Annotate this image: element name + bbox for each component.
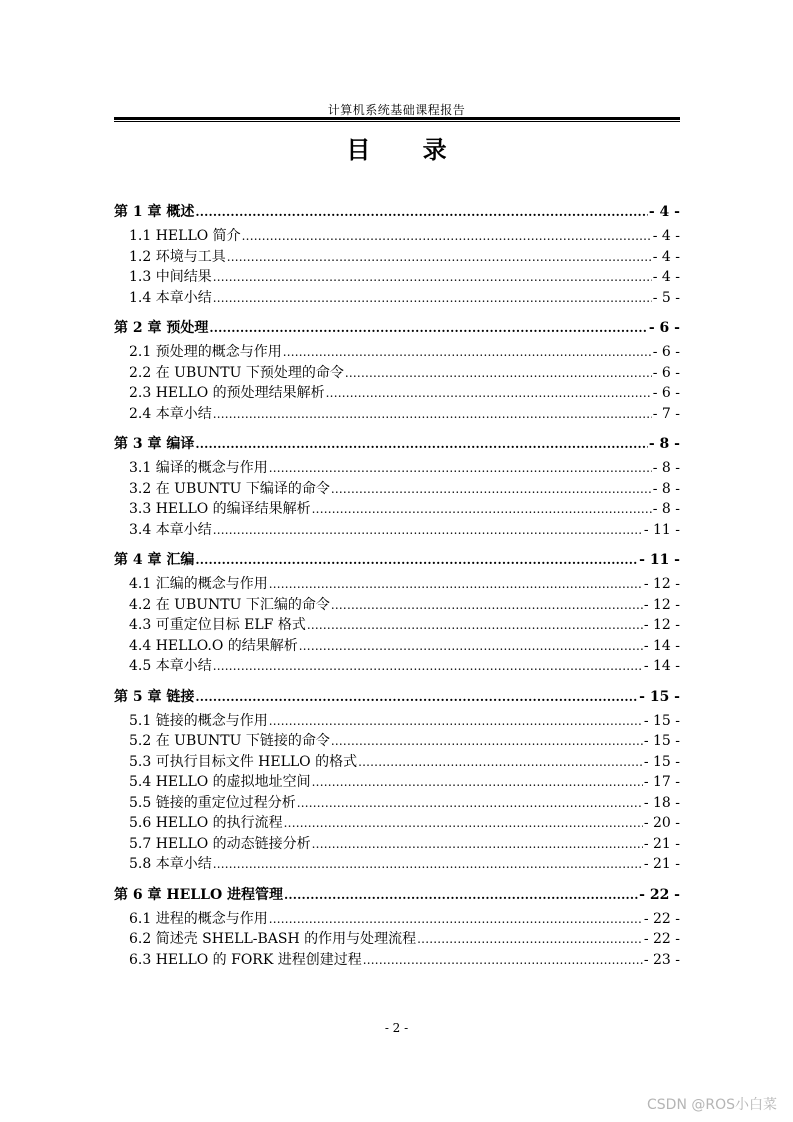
toc-dot-leader xyxy=(213,854,643,875)
toc-dot-leader xyxy=(195,546,638,574)
watermark: CSDN @ROS小白菜 xyxy=(647,1097,777,1113)
toc-section-entry[interactable] xyxy=(114,342,680,363)
page-number: - 2 - xyxy=(384,1021,409,1035)
toc-entry-page: - 21 - xyxy=(643,835,680,852)
toc-entry-label: 5.4 HELLO 的虚拟地址空间 xyxy=(129,774,311,790)
toc-section-entry[interactable] xyxy=(114,854,680,875)
toc-entry-label: 1.4 本章小结 xyxy=(129,289,212,306)
toc-entry-label: 4.3 可重定位目标 ELF 格式 xyxy=(129,617,306,633)
toc-entry-page: - 4 - xyxy=(652,228,680,244)
toc-entry-page: - 12 - xyxy=(643,576,680,592)
toc-dot-leader xyxy=(345,363,652,384)
toc-entry-label: 2.2 在 UBUNTU 下预处理的命令 xyxy=(129,364,344,381)
toc-entry-page: - 8 - xyxy=(652,460,680,476)
toc-dot-leader xyxy=(417,929,643,950)
toc-dot-leader xyxy=(195,198,648,226)
toc-title: 目 录 xyxy=(346,135,469,164)
toc-entry-label: 4.1 汇编的概念与作用 xyxy=(129,576,268,592)
toc-dot-leader xyxy=(195,430,648,458)
toc-entry-page: - 22 - xyxy=(639,886,680,903)
toc-entry-label: 2.4 本章小结 xyxy=(129,405,212,422)
toc-dot-leader xyxy=(299,636,643,657)
toc-entry-page: - 6 - xyxy=(648,320,680,336)
toc-section-entry[interactable] xyxy=(114,950,680,971)
toc-section-entry[interactable] xyxy=(114,711,680,732)
toc-entry-label: 5.6 HELLO 的执行流程 xyxy=(129,815,283,831)
toc-section-entry[interactable] xyxy=(114,834,680,855)
running-header: 计算机系统基础课程报告 xyxy=(327,103,466,117)
toc-entry-page: - 12 - xyxy=(643,617,680,633)
toc-entry-page: - 11 - xyxy=(643,521,680,538)
toc-section-entry[interactable] xyxy=(114,656,680,677)
toc-dot-leader xyxy=(227,247,652,268)
toc-entry-label: 第 4 章 汇编 xyxy=(114,552,195,568)
toc-entry-label: 4.5 本章小结 xyxy=(129,658,212,674)
toc-dot-leader xyxy=(307,615,643,636)
toc-dot-leader xyxy=(269,909,643,930)
toc-dot-leader xyxy=(297,793,643,814)
toc-dot-leader xyxy=(326,383,652,404)
toc-dot-leader xyxy=(331,479,652,500)
toc-dot-leader xyxy=(312,834,643,855)
toc-dot-leader xyxy=(331,595,643,616)
toc-dot-leader xyxy=(284,881,638,909)
toc-entry-page: - 22 - xyxy=(643,910,680,927)
toc-section-entry[interactable] xyxy=(114,520,680,541)
toc-chapter-entry[interactable] xyxy=(114,546,680,574)
header-rule-thick xyxy=(114,117,680,120)
toc-entry-page: - 14 - xyxy=(643,637,680,654)
toc-entry-label: 第 5 章 链接 xyxy=(114,688,195,705)
toc-dot-leader xyxy=(242,226,652,247)
toc-chapter-entry[interactable] xyxy=(114,430,680,458)
toc-entry-label: 6.2 简述壳 SHELL-BASH 的作用与处理流程 xyxy=(129,931,417,947)
toc-entry-page: - 4 - xyxy=(652,248,680,265)
toc-entry-page: - 12 - xyxy=(643,596,680,613)
toc-entry-label: 4.2 在 UBUNTU 下汇编的命令 xyxy=(129,596,330,613)
toc-entry-page: - 8 - xyxy=(652,501,680,517)
toc-section-entry[interactable] xyxy=(114,574,680,595)
toc-entry-page: - 8 - xyxy=(648,436,680,452)
toc-entry-page: - 7 - xyxy=(652,405,680,422)
toc-entry-page: - 20 - xyxy=(643,815,680,831)
toc-entry-label: 3.2 在 UBUNTU 下编译的命令 xyxy=(129,480,330,497)
toc-dot-leader xyxy=(209,314,648,342)
toc-dot-leader xyxy=(213,267,652,288)
toc-section-entry[interactable] xyxy=(114,793,680,814)
toc-section-entry[interactable] xyxy=(114,267,680,288)
toc-entry-label: 1.3 中间结果 xyxy=(129,269,212,285)
toc-entry-page: - 6 - xyxy=(652,364,680,381)
toc-entry-page: - 6 - xyxy=(652,385,680,401)
toc-entry-page: - 15 - xyxy=(643,712,680,729)
toc-entry-label: 第 1 章 概述 xyxy=(114,204,195,220)
toc-dot-leader xyxy=(213,656,643,677)
toc-entry-page: - 11 - xyxy=(639,552,680,568)
toc-entry-page: - 17 - xyxy=(643,774,680,790)
toc-entry-label: 5.7 HELLO 的动态链接分析 xyxy=(129,835,311,852)
toc-entry-page: - 22 - xyxy=(643,931,680,947)
toc-chapter-entry[interactable] xyxy=(114,198,680,226)
toc-dot-leader xyxy=(312,772,643,793)
toc-entry-label: 3.4 本章小结 xyxy=(129,521,212,538)
toc-entry-label: 1.2 环境与工具 xyxy=(129,248,226,265)
toc-dot-leader xyxy=(213,520,643,541)
toc-section-entry[interactable] xyxy=(114,226,680,247)
toc-section-entry[interactable] xyxy=(114,731,680,752)
toc-entry-label: 2.1 预处理的概念与作用 xyxy=(129,344,282,360)
toc-section-entry[interactable] xyxy=(114,813,680,834)
toc-section-entry[interactable] xyxy=(114,499,680,520)
toc-dot-leader xyxy=(358,752,643,773)
toc-chapter-entry[interactable] xyxy=(114,314,680,342)
toc-entry-page: - 6 - xyxy=(652,344,680,360)
toc-dot-leader xyxy=(213,288,652,309)
toc-entry-label: 5.2 在 UBUNTU 下链接的命令 xyxy=(129,733,330,749)
toc-entry-label: 2.3 HELLO 的预处理结果解析 xyxy=(129,385,325,401)
toc-dot-leader xyxy=(269,574,643,595)
toc-entry-label: 1.1 HELLO 简介 xyxy=(129,228,241,244)
toc-entry-label: 5.5 链接的重定位过程分析 xyxy=(129,794,296,811)
toc-section-entry[interactable] xyxy=(114,458,680,479)
toc-entry-label: 6.3 HELLO 的 FORK 进程创建过程 xyxy=(129,951,362,968)
toc-entry-label: 第 2 章 预处理 xyxy=(114,320,209,336)
toc-dot-leader xyxy=(269,458,652,479)
toc-entry-page: - 23 - xyxy=(643,951,680,968)
toc-chapter-entry[interactable] xyxy=(114,881,680,909)
toc-dot-leader xyxy=(269,711,643,732)
toc-entry-page: - 15 - xyxy=(643,753,680,770)
toc-section-entry[interactable] xyxy=(114,383,680,404)
toc-chapter-entry[interactable] xyxy=(114,683,680,711)
toc-section-entry[interactable] xyxy=(114,909,680,930)
toc-section-entry[interactable] xyxy=(114,288,680,309)
toc-entry-label: 3.3 HELLO 的编译结果解析 xyxy=(129,501,311,517)
toc-section-entry[interactable] xyxy=(114,636,680,657)
toc-entry-label: 4.4 HELLO.O 的结果解析 xyxy=(129,637,298,654)
toc-entry-page: - 15 - xyxy=(643,733,680,749)
toc-section-entry[interactable] xyxy=(114,752,680,773)
toc-dot-leader xyxy=(312,499,652,520)
toc-section-entry[interactable] xyxy=(114,404,680,425)
toc-dot-leader xyxy=(283,342,652,363)
toc-entry-page: - 15 - xyxy=(639,688,680,705)
toc-entry-label: 第 3 章 编译 xyxy=(114,436,195,452)
toc-entry-page: - 4 - xyxy=(648,204,680,220)
toc-entry-label: 6.1 进程的概念与作用 xyxy=(129,910,268,927)
toc-section-entry[interactable] xyxy=(114,595,680,616)
toc-dot-leader xyxy=(213,404,652,425)
header-rule-thin xyxy=(114,121,680,122)
toc-dot-leader xyxy=(331,731,643,752)
toc-entry-label: 第 6 章 HELLO 进程管理 xyxy=(114,886,284,903)
toc-entry-page: - 14 - xyxy=(643,658,680,674)
toc-dot-leader xyxy=(284,813,643,834)
toc-section-entry[interactable] xyxy=(114,247,680,268)
toc-entry-label: 5.3 可执行目标文件 HELLO 的格式 xyxy=(129,753,358,770)
toc-section-entry[interactable] xyxy=(114,479,680,500)
toc-entry-page: - 21 - xyxy=(643,856,680,872)
table-of-contents xyxy=(114,198,680,970)
toc-entry-page: - 8 - xyxy=(652,480,680,497)
toc-dot-leader xyxy=(195,683,638,711)
toc-entry-page: - 18 - xyxy=(643,794,680,811)
toc-dot-leader xyxy=(363,950,643,971)
toc-section-entry[interactable] xyxy=(114,929,680,950)
toc-section-entry[interactable] xyxy=(114,615,680,636)
toc-entry-label: 3.1 编译的概念与作用 xyxy=(129,460,268,476)
toc-entry-label: 5.1 链接的概念与作用 xyxy=(129,712,268,729)
toc-section-entry[interactable] xyxy=(114,363,680,384)
toc-section-entry[interactable] xyxy=(114,772,680,793)
toc-entry-page: - 4 - xyxy=(652,269,680,285)
toc-entry-page: - 5 - xyxy=(652,289,680,306)
toc-entry-label: 5.8 本章小结 xyxy=(129,856,212,872)
